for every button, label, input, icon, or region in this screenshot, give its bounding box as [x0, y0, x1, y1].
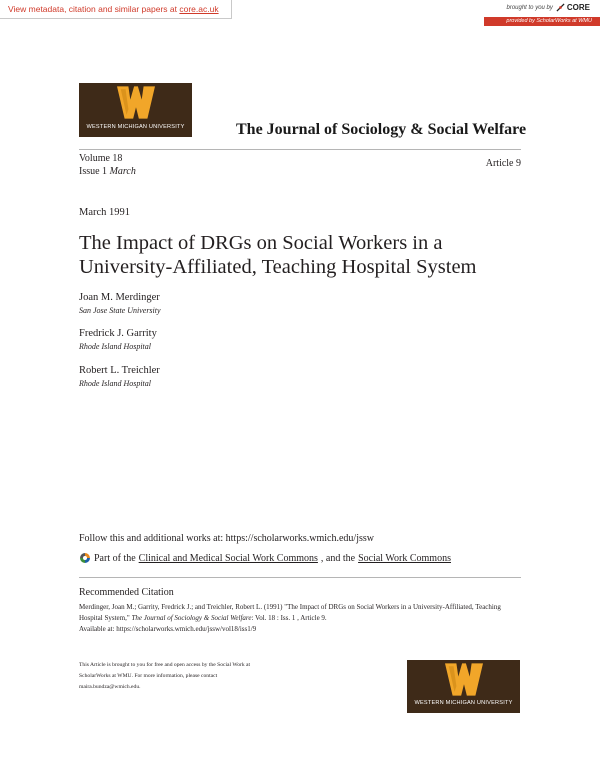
article-number: Article 9: [485, 158, 521, 169]
social-work-commons-link[interactable]: Social Work Commons: [358, 552, 451, 564]
recommended-citation-heading: Recommended Citation: [79, 587, 174, 598]
brought-by-text: brought to you by: [506, 4, 553, 11]
core-banner: [0, 0, 600, 26]
core-provided-by[interactable]: provided by ScholarWorks at WMU: [484, 17, 600, 26]
core-metadata-link[interactable]: [0, 0, 232, 19]
recommended-citation: [79, 602, 521, 635]
network-icon: [79, 552, 91, 564]
core-metadata-text: View metadata, citation and similar papers at: [8, 4, 177, 14]
divider: [79, 149, 521, 150]
note-line: This Article is brought to you for free and open access by the Social Work at: [79, 662, 251, 668]
part-of-commons: [79, 552, 451, 564]
issue-month: March: [109, 166, 136, 177]
wmu-w-icon: [117, 86, 155, 119]
citation-text: Merdinger, Joan M.; Garrity, Fredrick J.; and Treichler, Robert L. (1991) "The Impact of DRGs on Social Workers in a University-Affiliated, Teaching Hospital System,": [79, 603, 501, 622]
note-line: ScholarWorks at WMU. For more information, please contact: [79, 673, 218, 679]
author-entry: [79, 364, 160, 390]
wmu-university-name: WESTERN MICHIGAN UNIVERSITY: [86, 124, 185, 130]
issue-label[interactable]: [79, 165, 136, 178]
core-logo[interactable]: [556, 3, 590, 12]
core-brought-by: [507, 3, 591, 12]
core-label: CORE: [566, 3, 590, 12]
author-name: Robert L. Treichler: [79, 365, 160, 376]
author-name: Fredrick J. Garrity: [79, 328, 157, 339]
core-icon: [556, 3, 565, 12]
wmu-logo[interactable]: [79, 83, 192, 137]
journal-title[interactable]: The Journal of Sociology & Social Welfare: [236, 121, 527, 138]
open-access-note: [79, 660, 339, 693]
follow-link[interactable]: Follow this and additional works at: https://scholarworks.wmich.edu/jssw: [79, 533, 374, 544]
core-site-link[interactable]: core.ac.uk: [179, 4, 219, 14]
author-entry: [79, 327, 157, 353]
volume-issue: [79, 152, 136, 178]
author-affiliation: Rhode Island Hospital: [79, 342, 151, 351]
part-of-prefix: Part of the: [94, 552, 136, 564]
author-affiliation: San Jose State University: [79, 306, 161, 315]
wmu-university-name: WESTERN MICHIGAN UNIVERSITY: [414, 700, 513, 706]
author-affiliation: Rhode Island Hospital: [79, 379, 151, 388]
citation-volume: : Vol. 18 : Iss. 1 , Article 9.: [251, 614, 327, 622]
wmu-w-icon: [445, 663, 483, 696]
author-name: Joan M. Merdinger: [79, 292, 160, 303]
issue-number: Issue 1: [79, 166, 108, 177]
wmu-logo-footer[interactable]: [407, 660, 520, 713]
citation-available[interactable]: Available at: https://scholarworks.wmich.edu/jssw/vol18/iss1/9: [79, 625, 257, 633]
citation-journal: The Journal of Sociology & Social Welfare: [131, 614, 252, 622]
paper-title: The Impact of DRGs on Social Workers in a University-Affiliated, Teaching Hospital System: [79, 232, 477, 278]
author-entry: [79, 291, 161, 317]
clinical-social-work-commons-link[interactable]: Clinical and Medical Social Work Commons: [138, 552, 318, 564]
and-the-text: , and the: [320, 552, 356, 564]
volume-label[interactable]: Volume 18: [79, 153, 123, 164]
publication-date: March 1991: [79, 207, 131, 218]
contact-email[interactable]: maira.bundza@wmich.edu.: [79, 684, 141, 690]
divider: [79, 577, 521, 578]
